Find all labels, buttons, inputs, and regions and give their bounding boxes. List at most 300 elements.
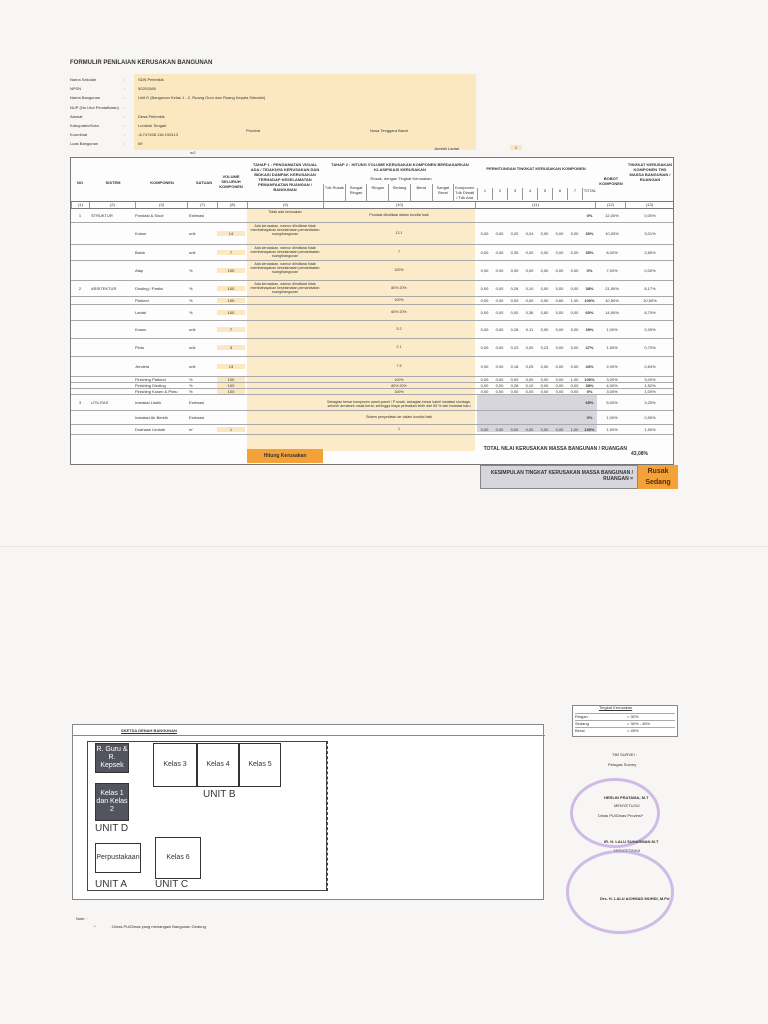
row-tahap1 (249, 384, 321, 388)
row-tahap1: Ada kerusakan, namun diindikasi tidak membahayakan keselamatan pemanfaatan ruang/bangunan (250, 262, 320, 275)
row-calc: 0,00 (555, 310, 564, 315)
row-calc: 0,00 (555, 286, 564, 291)
row-tahap2: 60% 20% (391, 310, 407, 314)
table-row (71, 321, 673, 339)
row-bobot: 1,00% (606, 415, 618, 420)
row-calc: 0,00 (510, 389, 519, 394)
site-edge (327, 741, 329, 891)
row-calc: 0,00 (480, 250, 489, 255)
identity-field (70, 123, 490, 131)
row-tahap1 (249, 340, 321, 356)
head-no: NO (77, 180, 83, 185)
row-calc: 0,00 (480, 389, 489, 394)
row-bobot: 1,00% (606, 327, 618, 332)
row-satuan: Estimasi (189, 400, 205, 405)
sketch-frame (72, 724, 544, 900)
table-row (71, 305, 673, 321)
calc-col-header: 4 (522, 188, 537, 200)
provinsi-label: Provinsi (246, 128, 261, 133)
row-calc: 0,11 (525, 327, 534, 332)
field-label: NUP (No Urut Pendaftaran) (70, 104, 119, 110)
head-sistem: SISTEM (105, 180, 121, 185)
row-tahap2: 80% 20% (391, 384, 407, 388)
legend-row (575, 720, 675, 727)
row-satuan: unit (189, 231, 196, 236)
row-bobot: 7,00% (606, 268, 618, 273)
row-calc: 0,00 (555, 383, 564, 388)
luas-unit: m2 (190, 150, 196, 155)
row-calc: 0,23 (540, 345, 549, 350)
row-calc: 0,00 (570, 310, 579, 315)
row-tingkat-kerusakan: 3,00% (644, 377, 656, 382)
row-tahap2: 7 (398, 250, 400, 254)
field-colon: : (124, 132, 126, 138)
row-tahap2: Pondasi diindikasi dalam kondisi baik (369, 213, 429, 217)
row-satuan: unit (189, 345, 196, 350)
row-calc: 0,35 (510, 250, 519, 255)
row-bobot: 10,00% (605, 231, 619, 236)
row-bobot: 3,00% (606, 389, 618, 394)
legend-row (575, 727, 675, 734)
row-satuan: % (189, 286, 193, 291)
row-calc: 0,00 (525, 389, 534, 394)
row-calc: 0,23 (510, 345, 519, 350)
row-calc: 0,60 (555, 298, 564, 303)
row-bobot: 21,50% (605, 286, 619, 291)
row-calc: 0,00 (570, 345, 579, 350)
row-tahap2: 1 (398, 427, 400, 431)
field-value: Desa Pelemkik (138, 113, 165, 119)
row-komponen: Lantai (135, 310, 146, 315)
field-label: Luas Bangunan (70, 141, 99, 147)
row-bobot: 14,50% (605, 310, 619, 315)
row-komponen: Jendela (135, 364, 150, 369)
row-calc: 0,00 (540, 298, 549, 303)
tingkat-col-header: Ringan (366, 184, 388, 202)
row-calc: 0,00 (510, 377, 519, 382)
legend-rows (575, 713, 675, 734)
head-komponen: KOMPONEN (150, 180, 174, 185)
field-colon: : (124, 113, 126, 119)
table-row (71, 261, 673, 281)
row-no: 3 (78, 400, 82, 405)
row-tingkat-kerusakan: 8,17% (644, 286, 656, 291)
row-tahap1 (249, 298, 321, 304)
unit-a-label: UNIT A (95, 879, 128, 890)
calc-col-header: 5 (537, 188, 552, 200)
row-tahap1 (249, 412, 321, 424)
calc-col-header: TOTAL (582, 188, 597, 200)
field-label: Nama Bangunan (70, 95, 101, 101)
row-calc: 0,00 (495, 286, 504, 291)
head-tahap2: TAHAP 2 : HITUNG VOLUME KERUSAKAN KOMPONEN BERDASARKAN KLASIFIKASI KERUSAKAN (331, 162, 469, 172)
row-calc: 0,00 (555, 268, 564, 273)
dinas-label: Dinas PU/Dinas Provinsi* (598, 813, 644, 818)
tingkat-col-header: Sangat Ringan (345, 184, 367, 202)
row-tahap2: Sebagian besar komponen panel-panel / P rusak, sebagian besar kabel instalasi shortage, seluruh armature rusak berat, sehingga biaya perbaikan lebih dari 65 % dari instalasi baru (327, 400, 471, 409)
column-number: (13) (625, 202, 673, 208)
column-number: (11) (475, 202, 595, 208)
identity-field (70, 86, 490, 94)
row-tingkat-kerusakan: 8,70% (644, 310, 656, 315)
row-calc: 0,28 (510, 286, 519, 291)
legend-title: Tingkat Kerusakan (599, 705, 633, 710)
identity-field (70, 141, 490, 149)
row-calc: 0,00 (495, 427, 504, 432)
row-calc: 0,00 (510, 298, 519, 303)
row-volume: 100 (217, 310, 245, 315)
sketch-title: SKETSA DENAH BANGUNAN (121, 728, 177, 733)
table-row (71, 223, 673, 245)
unit-c-label: UNIT C (155, 879, 189, 890)
row-tahap2: Sistem penyediaan air dalam kondisi baik (365, 415, 433, 419)
row-tingkat-kerusakan: 0,84% (644, 364, 656, 369)
row-calc: 0,00 (540, 286, 549, 291)
menyetujui-label: MENYETUJUI (614, 803, 640, 808)
row-calc: 0,28 (510, 383, 519, 388)
row-tingkat-kerusakan: 0,00% (644, 213, 656, 218)
field-label: NPSN (70, 86, 82, 92)
field-colon: : (124, 86, 126, 92)
field-colon: : (124, 104, 126, 110)
row-bobot: 3,00% (606, 377, 618, 382)
column-number: (9) (247, 202, 323, 208)
row-komponen: Plafond (135, 298, 149, 303)
row-calc: 0,00 (480, 231, 489, 236)
room-guru: R. Guru & R. Kepsek (95, 743, 129, 773)
row-komponen: Atap (135, 268, 144, 273)
total-label: TOTAL NILAI KERUSAKAN MASSA BANGUNAN / RUANGAN (483, 446, 627, 452)
row-calc: 0,00 (555, 389, 564, 394)
row-calc: 0,00 (480, 298, 489, 303)
row-calc: 0,00 (510, 427, 519, 432)
field-value: SDN Pelemkik (138, 77, 164, 82)
tingkat-col-header: Komponen Tdk Dimati / Tdk Ada (454, 185, 475, 200)
row-tahap1: Ada kerusakan, namun diindikasi tidak membahayakan keselamatan pemanfaatan ruang/bangunan (250, 246, 320, 259)
tingkat-col-header: Sedang (388, 184, 410, 202)
row-satuan: % (189, 298, 193, 303)
column-number: (3) (135, 202, 187, 208)
identity-field (70, 132, 490, 140)
row-tahap1 (249, 378, 321, 382)
field-value: 69 (138, 141, 143, 147)
row-calc: 0,00 (480, 427, 489, 432)
row-calc: 0,00 (480, 383, 489, 388)
row-calc: 0,00 (540, 364, 549, 369)
row-bobot: 8,00% (606, 250, 618, 255)
calc-col-header: 7 (567, 188, 582, 200)
field-label: Kabupaten/Kota (70, 123, 99, 128)
row-tahap1 (249, 358, 321, 376)
row-calc: 0,00 (495, 268, 504, 273)
head-volume: VOLUME SELURUH KOMPONEN (219, 174, 243, 189)
row-calc: 47% (585, 345, 594, 350)
row-tahap2: 100% (394, 268, 404, 272)
row-calc: 0,00 (480, 345, 489, 350)
row-bobot: 5,00% (606, 400, 618, 405)
legend-value: > 30% - 45% (627, 721, 651, 726)
tingkat-cols (323, 184, 475, 202)
column-number: (1) (71, 202, 89, 208)
row-tahap1 (249, 390, 321, 394)
row-calc: 1,00 (570, 298, 579, 303)
row-volume: 100 (217, 286, 245, 291)
row-bobot: 2,00% (606, 364, 618, 369)
row-calc: 0,00 (495, 364, 504, 369)
row-satuan: unit (189, 327, 196, 332)
row-no: 1 (78, 213, 82, 218)
page-separator (0, 546, 768, 547)
row-calc: 0,00 (555, 250, 564, 255)
row-calc: 0,25 (525, 364, 534, 369)
head-bobot: BOBOT KOMPONEN (599, 176, 623, 186)
row-calc: 0,00 (570, 389, 579, 394)
row-calc: 0,00 (525, 345, 534, 350)
field-value: 50201589 (138, 86, 156, 92)
row-bobot: 1,50% (606, 345, 618, 350)
row-no: 2 (78, 286, 82, 291)
row-volume: 100 (217, 298, 245, 303)
legend-label: Sedang (575, 721, 589, 726)
row-bobot: 12,00% (605, 213, 619, 218)
field-colon: : (124, 123, 126, 128)
row-calc: 0,00 (495, 298, 504, 303)
row-tahap2: 5 2 (396, 327, 402, 331)
table-row (71, 357, 673, 377)
calc-col-header: 3 (507, 188, 522, 200)
row-calc: 0,00 (480, 377, 489, 382)
row-calc: 65% (585, 400, 594, 405)
row-calc: 35% (585, 250, 594, 255)
row-volume: 100 (217, 268, 245, 273)
row-komponen: Dinding / Partisi (135, 286, 164, 291)
row-satuan: unit (189, 364, 196, 369)
row-calc: 0,00 (525, 268, 534, 273)
legend-value: < 30% (627, 714, 639, 719)
row-calc: 0,00 (495, 310, 504, 315)
row-calc: 1,00 (570, 427, 579, 432)
row-calc: 0,00 (495, 250, 504, 255)
tingkat-col-header: Sangat Berat (432, 184, 454, 202)
row-calc: 0,00 (540, 250, 549, 255)
row-calc: 0,00 (555, 427, 564, 432)
row-calc: 0% (586, 415, 593, 420)
room-kelas5: Kelas 5 (239, 743, 281, 787)
row-calc: 0,00 (570, 383, 579, 388)
row-sistem: ARSITEKTUR (91, 286, 117, 291)
row-tingkat-kerusakan: 1,52% (644, 383, 656, 388)
row-calc: 100% (584, 298, 595, 303)
field-value: -8.747408,116.192413 (138, 132, 178, 138)
row-calc: 0,00 (495, 389, 504, 394)
row-tingkat-kerusakan: 10,50% (643, 298, 657, 303)
row-calc: 60% (585, 310, 594, 315)
jumlah-lantai-value: 1 (510, 145, 522, 150)
row-calc: 0,00 (555, 377, 564, 382)
field-label: Koordinat (70, 132, 88, 138)
row-komponen: Instalasi Air Bersih (135, 415, 168, 420)
row-calc: 0,20 (510, 231, 519, 236)
row-tahap1: Ada kerusakan, namun diindikasi tidak membahayakan keselamatan pemanfaatan ruang/bangunan (250, 224, 320, 237)
row-calc: 0,00 (570, 250, 579, 255)
table-row (71, 395, 673, 411)
provinsi-value: Nusa Tenggara Barat (370, 128, 408, 133)
row-tahap2: 13 1 (395, 231, 403, 235)
row-calc: 0% (586, 389, 593, 394)
room-kelas12: Kelas 1 dan Kelas 2 (95, 783, 129, 821)
row-komponen: Instalasi Listrik (135, 400, 162, 405)
row-calc: 100% (584, 377, 595, 382)
unit-b-label: UNIT B (203, 789, 236, 800)
tingkat-col-header: Tdk Rusak (323, 184, 345, 202)
hitung-kerusakan-button[interactable]: Hitung Kerusakan (247, 449, 323, 463)
legend-value: > 45% (627, 728, 639, 733)
column-numbers (71, 202, 673, 209)
survey-name-1: HERLIN PRATAMA, M.T (604, 795, 649, 800)
row-calc: 0,00 (570, 327, 579, 332)
row-tahap2: 7 6 (396, 364, 402, 368)
row-calc: 0,00 (480, 364, 489, 369)
room-perpustakaan: Perpustakaan (95, 843, 141, 873)
row-tahap1 (249, 426, 321, 434)
row-calc: 0,00 (540, 377, 549, 382)
survey-name-2: IR. H. LALU SUHARMAN M.T (604, 839, 659, 844)
row-komponen: Kolom (135, 231, 147, 236)
row-calc: 0,00 (555, 327, 564, 332)
row-volume: 3 (217, 345, 245, 350)
row-calc: 0,00 (495, 377, 504, 382)
row-tahap2: 80% 20% (391, 286, 407, 290)
row-tingkat-kerusakan: 0,50% (644, 415, 656, 420)
sketch-title-rule (73, 735, 545, 736)
row-bobot: 4,00% (606, 383, 618, 388)
team-label: TIM SURVEI : (612, 752, 638, 757)
head-perhitungan: PERHITUNGAN TINGKAT KERUSAKAN KOMPONEN (486, 166, 586, 171)
row-volume: 1 (217, 427, 245, 432)
row-calc: 0,00 (495, 327, 504, 332)
row-komponen: Finishing Kusen & Pintu (135, 389, 178, 394)
calc-cols (477, 188, 597, 200)
row-komponen: Pintu (135, 345, 145, 350)
row-sistem: STRUKTUR (91, 213, 113, 218)
row-calc: 0,10 (525, 383, 534, 388)
row-calc: 0,00 (570, 364, 579, 369)
row-calc: 0,00 (570, 231, 579, 236)
calc-col-header: 6 (552, 188, 567, 200)
row-satuan: % (189, 377, 193, 382)
row-calc: 0,00 (540, 389, 549, 394)
row-calc: 0,04 (525, 231, 534, 236)
row-calc: 0,18 (510, 364, 519, 369)
row-calc: 0% (586, 268, 593, 273)
row-calc: 0,36 (525, 310, 534, 315)
row-calc: 1,00 (570, 377, 579, 382)
head-tahap1: TAHAP 1 : PENGAMATAN VISUAL ADA / TIDAKNYA KERUSAKAN DAN BIDKASI DAMPAK KERUSAKAN TERHADAP KESELAMATAN PEMANFAATAN RUANGAN / BANGUNAN (250, 162, 320, 192)
field-value: Unit D (Bangunan Kelas 1 - 2, Ruang Guru dan Ruang Kepala Sekolah) (138, 95, 266, 101)
kesimpulan-label: KESIMPULAN TINGKAT KERUSAKAN MASSA BANGUNAN / RUANGAN = (490, 470, 633, 482)
row-calc: 0,00 (510, 268, 519, 273)
kesimpulan-value: Rusak Sedang (638, 465, 678, 489)
row-tahap1 (249, 396, 321, 410)
row-tingkat-kerusakan: 1,50% (644, 427, 656, 432)
row-volume: 14 (217, 231, 245, 236)
row-volume: 100 (217, 389, 245, 394)
row-tingkat-kerusakan: 0,00% (644, 268, 656, 273)
note-text: : Dinas PU/Dinas yang menangani Bangunan Gedung (110, 924, 206, 929)
row-calc: 0,00 (540, 327, 549, 332)
identity-field (70, 77, 490, 85)
survey-name-3: Drs. H. LALU ACHMAD MUHDI, M.Pd (600, 896, 670, 901)
row-tahap1: Tidak ada kerusakan (268, 210, 302, 214)
row-calc: 0,00 (525, 377, 534, 382)
row-tingkat-kerusakan: 1,00% (644, 389, 656, 394)
row-komponen: Pondasi & Sloof (135, 213, 164, 218)
identity-field (70, 95, 490, 103)
row-calc: 38% (585, 383, 594, 388)
field-colon: : (124, 77, 126, 82)
row-calc: 100% (584, 427, 595, 432)
row-satuan: Estimasi (189, 415, 205, 420)
row-calc: 0,00 (525, 298, 534, 303)
row-volume: 100 (217, 377, 245, 382)
unit-d-label: UNIT D (95, 823, 129, 834)
legend-label: Berat (575, 728, 585, 733)
table-row (71, 209, 673, 223)
row-calc: 0,28 (510, 327, 519, 332)
row-calc: 43% (585, 364, 594, 369)
table-header (71, 158, 673, 202)
row-calc: 0,00 (540, 427, 549, 432)
row-satuan: % (189, 383, 193, 388)
head-tingkat: Rusak, dengan Tingkat Kerusakan (370, 176, 432, 181)
row-calc: 0,00 (555, 345, 564, 350)
head-satuan: SATUAN (195, 180, 213, 185)
row-calc: 0,00 (525, 427, 534, 432)
total-value: 43,08% (631, 451, 648, 457)
row-tahap2: 100% (394, 390, 404, 394)
row-tahap1 (249, 306, 321, 320)
column-number: (8) (217, 202, 247, 208)
row-volume: 7 (217, 327, 245, 332)
jumlah-lantai-label: Jumlah Lantai (434, 146, 459, 151)
row-tahap1 (249, 322, 321, 338)
row-calc: 0,00 (540, 383, 549, 388)
row-satuan: unit (189, 250, 196, 255)
row-satuan: % (189, 389, 193, 394)
column-number: (10) (323, 202, 475, 208)
table-row (71, 281, 673, 297)
legend-box (572, 705, 678, 737)
petugas-label: Petugas Survey (608, 762, 637, 767)
row-calc: 0,00 (510, 310, 519, 315)
row-volume: 7 (217, 250, 245, 255)
row-tahap2: 100% (394, 378, 404, 382)
row-volume: 100 (217, 383, 245, 388)
row-calc: 0,10 (525, 286, 534, 291)
row-calc: 0,00 (495, 231, 504, 236)
row-calc: 0,60 (540, 310, 549, 315)
row-tingkat-kerusakan: 2,80% (644, 250, 656, 255)
row-calc: 30% (585, 231, 594, 236)
row-komponen: Kusen (135, 327, 147, 332)
row-calc: 0,00 (555, 231, 564, 236)
note-bullet: * (94, 924, 96, 929)
room-kelas3: Kelas 3 (153, 743, 197, 787)
row-satuan: m' (189, 427, 194, 432)
column-number: (12) (595, 202, 625, 208)
row-calc: 0,00 (570, 268, 579, 273)
calc-col-header: 1 (477, 188, 492, 200)
